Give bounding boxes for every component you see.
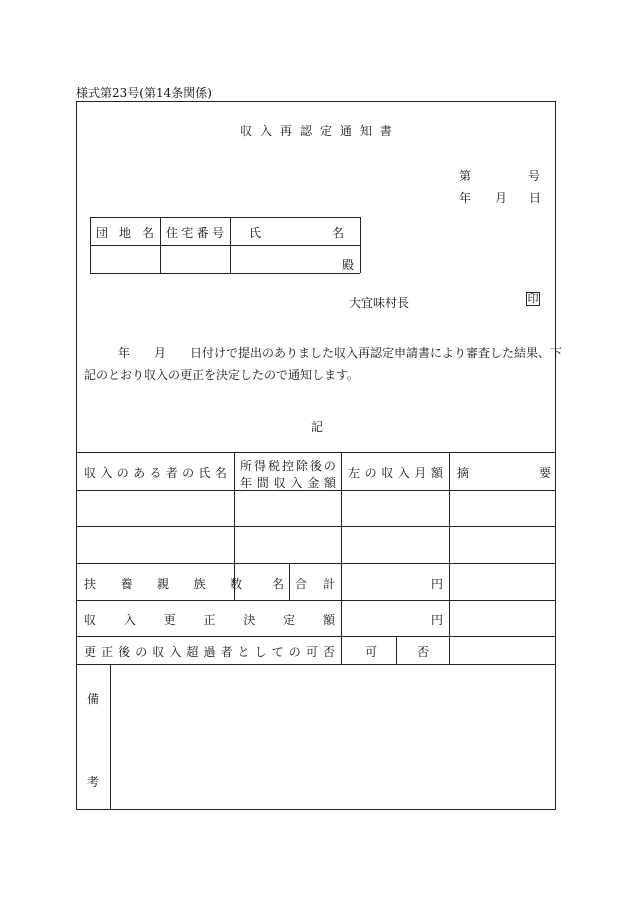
excess-no: 否 [417,645,430,659]
dependents-label [84,575,242,592]
ki-label: 記 [311,420,324,434]
date-day: 日 [529,191,542,205]
header-income2-char: 入 [290,476,303,490]
excess-char: 者 [220,645,233,659]
title-char: 通 [339,124,352,138]
header-income-line2 [240,474,336,491]
revision-char: 決 [243,613,256,627]
dependents-char: 親 [156,577,169,591]
excess-char: て [271,645,284,659]
dependents-unit: 名 [272,577,285,591]
house-number-char: 住 [166,226,179,240]
revision-char: 定 [283,613,296,627]
total-yen: 円 [431,577,444,591]
document-title [240,122,392,139]
title-char: 認 [299,124,312,138]
header-income2-char: 収 [273,476,286,490]
excess-char: 後 [118,645,131,659]
header-name-char: あ [133,466,146,480]
excess-char: 過 [203,645,216,659]
header-name-char: る [149,466,162,480]
header-name-char: 氏 [198,466,211,480]
header-income2-char: 額 [323,476,336,490]
notes-label-bottom: 考 [87,775,100,789]
header-monthly-char: 収 [381,466,394,480]
title-char: 知 [359,124,372,138]
house-number-char: 宅 [181,226,194,240]
excess-char: の [135,645,148,659]
title-char: 書 [379,124,392,138]
col-team-name [96,224,154,241]
header-income1-char: 除 [295,459,308,473]
house-number-char: 番 [196,226,209,240]
excess-char: 収 [152,645,165,659]
revision-char: 額 [322,613,335,627]
header-name-char: 収 [84,466,97,480]
header-income2-char: 年 [240,476,253,490]
header-name-char: 名 [214,466,227,480]
col-name-right: 名 [332,226,345,240]
header-person-name [84,464,227,481]
title-char: 入 [259,124,272,138]
header-name-char: の [182,466,195,480]
header-income1-char: 所 [240,459,253,473]
body-month: 月 [154,346,167,360]
team-name-char: 地 [118,226,131,240]
header-name-char: の [116,466,129,480]
col-name-left: 氏 [249,226,262,240]
header-income2-char: 間 [256,476,269,490]
header-income1-char: 得 [253,459,266,473]
header-income2-char: 金 [307,476,320,490]
dependents-char: 族 [193,577,206,591]
revision-label [84,611,335,628]
header-monthly-char: 入 [397,466,410,480]
header-name-char: 入 [100,466,113,480]
excess-char: 更 [84,645,97,659]
body-line2: 記のとおり収入の更正を決定したので通知します。 [84,368,360,382]
header-name-char: 者 [165,466,178,480]
total-char: 合 [295,577,308,591]
total-label [295,575,335,592]
date-year: 年 [459,191,472,205]
doc-number-suffix: 号 [528,169,541,183]
dependents-char: 数 [229,577,242,591]
header-monthly-income [348,464,443,481]
doc-number-prefix: 第 [459,169,472,183]
header-monthly-char: 左 [348,466,361,480]
excess-char: と [237,645,250,659]
header-monthly-char: 額 [430,466,443,480]
honorific-dono: 殿 [342,258,355,272]
body-line1: 日付けで提出のありました収入再認定申請書により審査した結果、下 [190,346,563,360]
seal-mark: 印 [527,292,539,305]
excess-label [84,643,335,660]
dependents-char: 養 [120,577,133,591]
header-income1-char: 税 [267,459,280,473]
header-remarks-right: 要 [539,466,552,480]
form-frame [76,101,556,810]
header-monthly-char: 月 [414,466,427,480]
header-income-line1 [240,457,336,474]
date-month: 月 [495,191,508,205]
excess-char: 否 [322,645,335,659]
form-number: 様式第23号(第14条関係) [76,86,212,100]
revision-yen: 円 [431,613,444,627]
total-char: 計 [322,577,335,591]
title-char: 再 [279,124,292,138]
issuer-name: 大宜味村長 [349,296,410,310]
team-name-char: 団 [96,226,109,240]
title-char: 定 [319,124,332,138]
title-char: 収 [240,124,253,138]
dependents-char: 扶 [84,577,97,591]
excess-char: の [288,645,301,659]
header-remarks-left: 摘 [457,466,470,480]
col-house-number [166,224,224,241]
revision-char: 更 [163,613,176,627]
excess-char: 超 [186,645,199,659]
team-name-char: 名 [141,226,154,240]
excess-char: 可 [305,645,318,659]
header-income1-char: 控 [281,459,294,473]
revision-char: 収 [84,613,97,627]
excess-char: し [254,645,267,659]
header-monthly-char: の [364,466,377,480]
house-number-char: 号 [211,226,224,240]
body-year: 年 [118,346,131,360]
notes-label-top: 備 [87,692,100,706]
excess-char: 正 [101,645,114,659]
excess-char: 入 [169,645,182,659]
header-income1-char: の [323,459,336,473]
revision-char: 正 [203,613,216,627]
header-income1-char: 後 [309,459,322,473]
revision-char: 入 [123,613,136,627]
excess-yes: 可 [365,645,378,659]
